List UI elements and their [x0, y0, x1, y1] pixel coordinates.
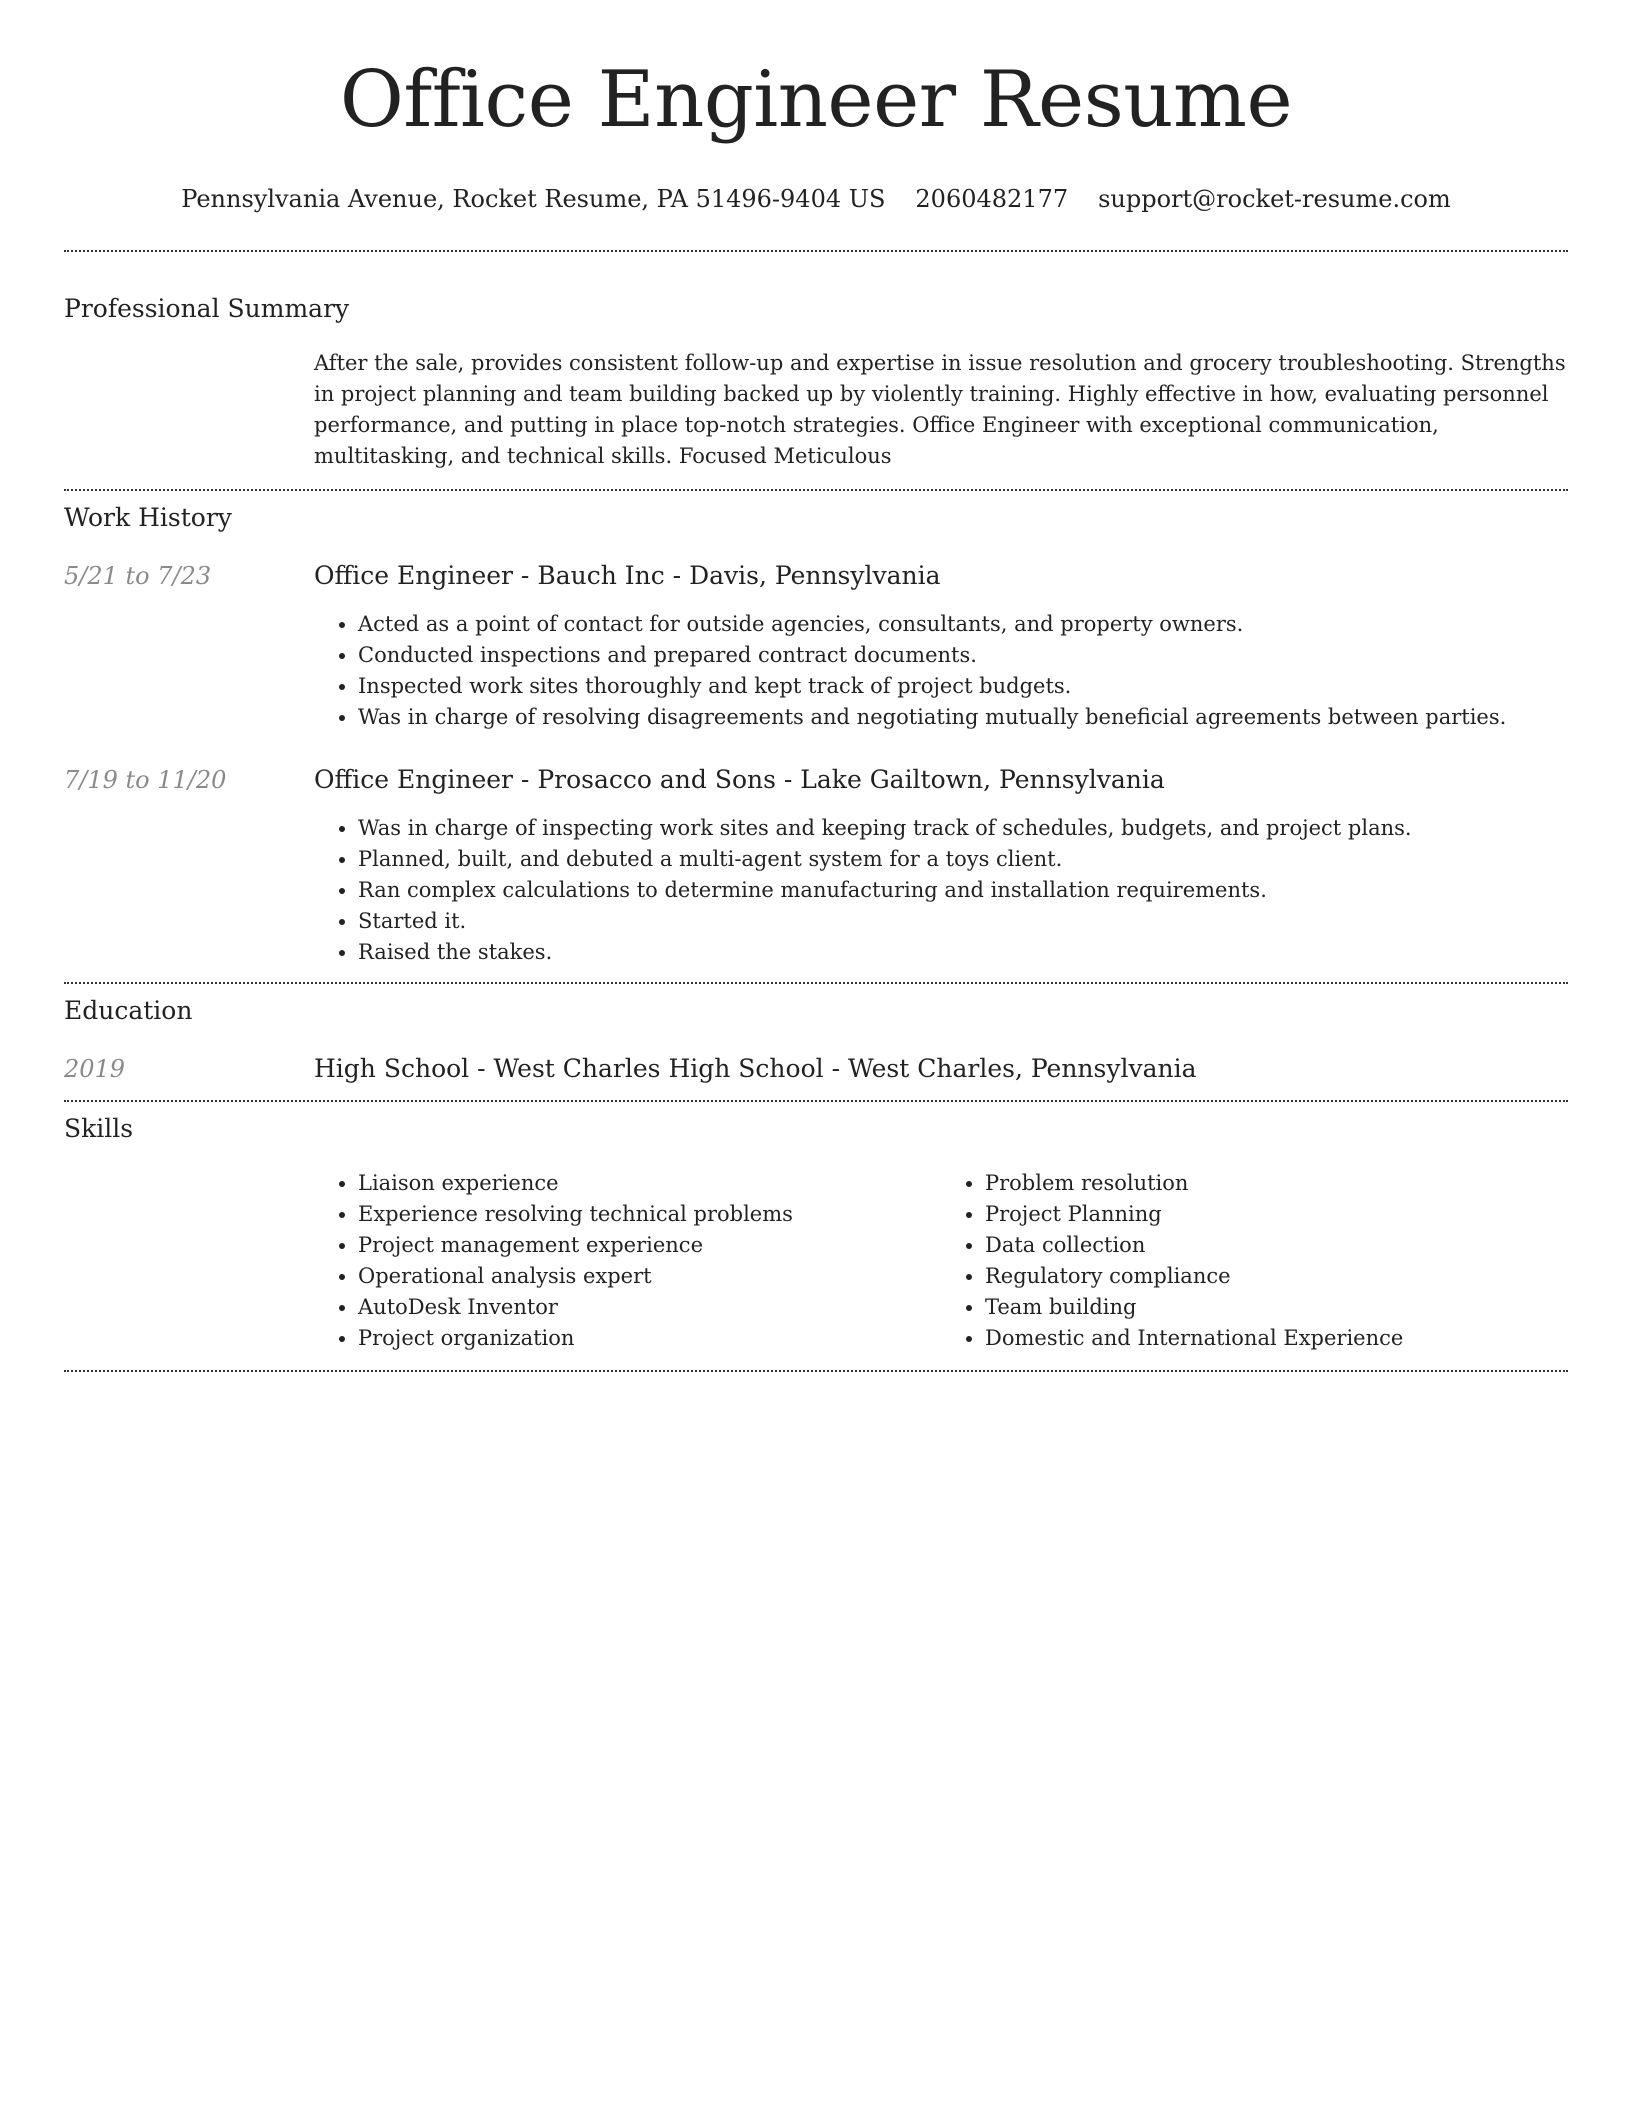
list-item: • Raised the stakes. [358, 937, 1568, 968]
list-item: • Started it. [358, 906, 1568, 937]
summary-divider [64, 489, 1568, 491]
job-bullets [314, 609, 1568, 733]
list-item: • Acted as a point of contact for outside agencies, consultants, and property owners. [358, 609, 1568, 640]
resume-page [64, 0, 1568, 1372]
list-item: • Team building [985, 1292, 1568, 1323]
education-title: High School - West Charles High School - West Charles, Pennsylvania [314, 1054, 1197, 1083]
education-section [64, 996, 1568, 1084]
contact-phone: 2060482177 [915, 185, 1069, 213]
list-item: • Project management experience [358, 1230, 941, 1261]
list-item: • Liaison experience [358, 1168, 941, 1199]
job-dates: 5/21 to 7/23 [64, 562, 212, 590]
skills-list-right [941, 1168, 1568, 1354]
job-entry [64, 561, 1568, 733]
list-item: • Experience resolving technical problems [358, 1199, 941, 1230]
list-item: • Was in charge of inspecting work sites and keeping track of schedules, budgets, and project plans. [358, 813, 1568, 844]
list-item: • Operational analysis expert [358, 1261, 941, 1292]
list-item: • AutoDesk Inventor [358, 1292, 941, 1323]
list-item: • Domestic and International Experience [985, 1323, 1568, 1354]
job-entry [64, 765, 1568, 968]
work-history-heading: Work History [64, 503, 232, 532]
list-item: • Inspected work sites thoroughly and kept track of project budgets. [358, 671, 1568, 702]
job-title: Office Engineer - Bauch Inc - Davis, Pennsylvania [314, 561, 941, 590]
skills-heading: Skills [64, 1114, 134, 1143]
work-history-section [64, 503, 1568, 968]
list-item: • Conducted inspections and prepared contract documents. [358, 640, 1568, 671]
job-title: Office Engineer - Prosacco and Sons - Lake Gailtown, Pennsylvania [314, 765, 1165, 794]
job-dates: 7/19 to 11/20 [64, 766, 227, 794]
summary-text: After the sale, provides consistent follow-up and expertise in issue resolution and grocery troubleshooting. Strengths in project planning and team building backed up by violently training. Highly effective in how, evaluating personnel performance, and putting in place top-notch strategies. Office Engineer with exceptional communication, multitasking, and technical skills. Focused Meticulous [314, 351, 1566, 468]
contact-line [64, 184, 1568, 214]
skills-divider [64, 1370, 1568, 1372]
education-heading: Education [64, 996, 193, 1025]
education-entry [64, 1054, 1568, 1084]
education-dates: 2019 [64, 1055, 126, 1083]
list-item: • Ran complex calculations to determine manufacturing and installation requirements. [358, 875, 1568, 906]
work-divider [64, 982, 1568, 984]
education-divider [64, 1100, 1568, 1102]
list-item: • Problem resolution [985, 1168, 1568, 1199]
list-item: • Data collection [985, 1230, 1568, 1261]
list-item: • Was in charge of resolving disagreements and negotiating mutually beneficial agreements between parties. [358, 702, 1568, 733]
list-item: • Planned, built, and debuted a multi-agent system for a toys client. [358, 844, 1568, 875]
contact-address: Pennsylvania Avenue, Rocket Resume, PA 51496-9404 US [181, 185, 886, 213]
contact-email: support@rocket-resume.com [1098, 185, 1451, 213]
skills-list-left [314, 1168, 941, 1354]
list-item: • Project organization [358, 1323, 941, 1354]
summary-section [64, 294, 1568, 472]
skills-section [64, 1114, 1568, 1354]
job-bullets [314, 813, 1568, 968]
list-item: • Project Planning [985, 1199, 1568, 1230]
skills-grid [314, 1168, 1568, 1354]
summary-heading: Professional Summary [64, 294, 350, 323]
resume-title: Office Engineer Resume [339, 55, 1293, 145]
header-divider [64, 250, 1568, 252]
list-item: • Regulatory compliance [985, 1261, 1568, 1292]
